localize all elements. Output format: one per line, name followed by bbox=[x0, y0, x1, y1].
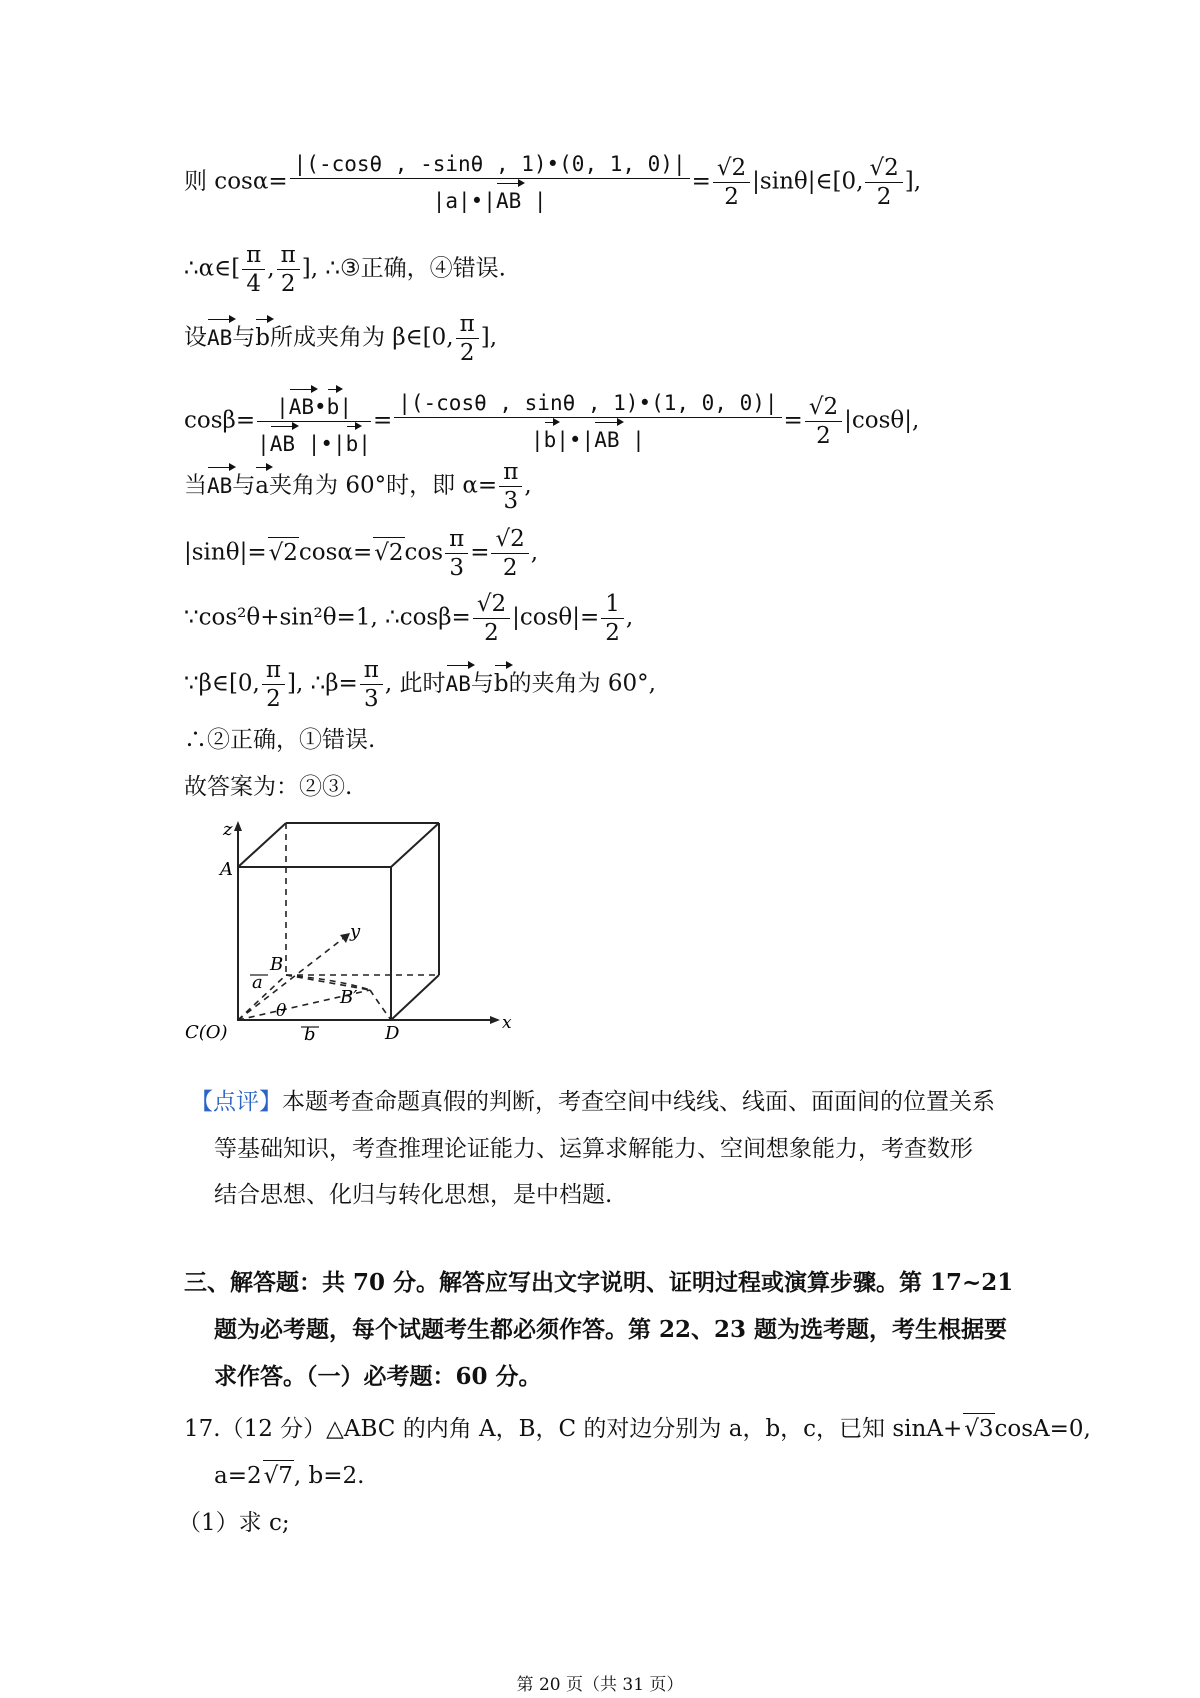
den-part: |a|•| bbox=[432, 189, 496, 213]
num-part: • bbox=[314, 395, 327, 419]
denominator: 3 bbox=[364, 686, 379, 712]
den-part: |•| bbox=[556, 428, 595, 452]
fraction bbox=[865, 154, 902, 211]
beta-def bbox=[184, 310, 497, 367]
text: |sinθ|∈[0, bbox=[752, 168, 864, 195]
numerator: √2 bbox=[713, 154, 750, 183]
fraction bbox=[713, 154, 750, 211]
denominator: 2 bbox=[876, 184, 892, 210]
text: 夹角为 60°时，即 α= bbox=[269, 472, 498, 499]
numerator: π bbox=[456, 310, 479, 339]
text: = bbox=[372, 407, 393, 434]
text: ∴α∈[ bbox=[184, 255, 241, 282]
denominator: 2 bbox=[484, 620, 499, 646]
denominator bbox=[394, 418, 781, 454]
denominator: 2 bbox=[724, 184, 739, 210]
denominator: 2 bbox=[280, 271, 296, 297]
text: 与 bbox=[470, 670, 494, 697]
denominator: 3 bbox=[503, 488, 519, 514]
denominator: 2 bbox=[816, 423, 831, 449]
q17-line-2 bbox=[214, 1460, 364, 1491]
numerator: π bbox=[360, 656, 383, 685]
numerator: π bbox=[242, 241, 265, 270]
numerator: |(-cosθ , -sinθ , 1)•(0, 1, 0)| bbox=[290, 150, 690, 179]
numerator bbox=[257, 385, 371, 422]
text: ], bbox=[904, 168, 922, 195]
fraction bbox=[445, 525, 468, 582]
label-b-vector: b bbox=[304, 1024, 316, 1045]
text: ∵β∈[0, bbox=[184, 670, 260, 697]
comment-line-2 bbox=[214, 1134, 973, 1164]
text: 则 cosα= bbox=[184, 168, 288, 195]
alpha-range bbox=[184, 241, 506, 298]
label-z: z bbox=[223, 819, 233, 840]
label-theta: θ bbox=[276, 1001, 287, 1021]
denominator: 3 bbox=[449, 555, 464, 581]
q17-part-1 bbox=[178, 1508, 290, 1538]
numerator: |(-cosθ , sinθ , 1)•(1, 0, 0)| bbox=[394, 389, 781, 418]
numerator: √2 bbox=[805, 393, 842, 422]
fraction bbox=[499, 458, 522, 515]
comment-line-3 bbox=[214, 1180, 612, 1210]
vector-AB: AB bbox=[207, 315, 232, 353]
label-CO: C(O) bbox=[185, 1022, 228, 1043]
text: 求作答。（一）必考题：60 分。 bbox=[214, 1363, 542, 1390]
text: = bbox=[470, 539, 490, 566]
text: 所成夹角为 β∈[0, bbox=[270, 324, 454, 351]
text: ∵cos²θ+sin²θ=1, ∴cosβ= bbox=[184, 604, 471, 631]
text: 与 bbox=[232, 472, 256, 499]
cos-beta-value bbox=[184, 590, 633, 647]
label-y: y bbox=[350, 921, 361, 942]
text: , bbox=[530, 539, 539, 566]
section-3-line-3 bbox=[214, 1362, 542, 1392]
text: cosβ= bbox=[184, 407, 256, 434]
numerator: π bbox=[277, 241, 300, 270]
z-axis-arrow bbox=[234, 821, 242, 831]
beta-value bbox=[184, 656, 656, 713]
text: 三、解答题：共 70 分。解答应写出文字说明、证明过程或演算步骤。第 17~21 bbox=[184, 1269, 1014, 1296]
fraction bbox=[601, 590, 624, 647]
text: ], ∴β= bbox=[287, 670, 358, 697]
text: , b=2. bbox=[293, 1463, 365, 1489]
text: |sinθ|= bbox=[184, 539, 267, 566]
text: 结合思想、化归与转化思想，是中档题. bbox=[214, 1182, 613, 1208]
fraction bbox=[277, 241, 300, 298]
num-part: | bbox=[276, 395, 289, 419]
numerator: π bbox=[262, 656, 285, 685]
vector-AB: AB bbox=[594, 418, 619, 454]
sqrt2: √2 bbox=[268, 537, 299, 568]
text: 17.（12 分）△ABC 的内角 A，B，C 的对边分别为 a，b，c，已知 sinA+ bbox=[184, 1416, 963, 1442]
label-B-prime: B′ bbox=[340, 987, 358, 1008]
fraction bbox=[394, 389, 781, 454]
vector-b: b bbox=[494, 661, 509, 699]
text: a=2 bbox=[214, 1463, 262, 1489]
num-part: | bbox=[339, 395, 352, 419]
text: , 此时 bbox=[384, 670, 446, 697]
cube-edge bbox=[238, 823, 286, 867]
sqrt7: √7 bbox=[263, 1460, 294, 1491]
denominator: 2 bbox=[459, 340, 475, 366]
numerator: 1 bbox=[601, 590, 624, 619]
numerator: π bbox=[445, 525, 468, 554]
conclusion-1 bbox=[184, 725, 375, 755]
den-part: | bbox=[530, 428, 544, 452]
fraction bbox=[360, 656, 383, 713]
label-D: D bbox=[385, 1023, 400, 1044]
text: ∴②正确，①错误. bbox=[184, 727, 376, 753]
numerator: √2 bbox=[491, 525, 528, 554]
page-footer: 第 20 页（共 31 页） bbox=[516, 1675, 684, 1695]
x-axis-arrow bbox=[490, 1016, 500, 1024]
denominator bbox=[257, 422, 371, 458]
label-B: B bbox=[270, 954, 284, 975]
sqrt3: √3 bbox=[963, 1413, 994, 1444]
text: cos bbox=[404, 539, 444, 566]
cube-edge bbox=[391, 823, 439, 867]
den-part: | bbox=[619, 428, 645, 452]
fraction bbox=[456, 310, 479, 367]
when-60 bbox=[184, 458, 532, 515]
denominator: 2 bbox=[502, 555, 518, 581]
text: 故答案为：②③. bbox=[184, 774, 353, 800]
text: （1）求 c; bbox=[178, 1510, 290, 1536]
text: ], bbox=[480, 324, 498, 351]
section-3-line-2 bbox=[214, 1315, 1007, 1345]
cube-edge bbox=[391, 975, 439, 1020]
text: 的夹角为 60°, bbox=[508, 670, 656, 697]
text: 等基础知识，考查推理论证能力、运算求解能力、空间想象能力，考查数形 bbox=[214, 1136, 973, 1162]
label-a-vector: a bbox=[252, 972, 263, 993]
den-part: | bbox=[358, 432, 371, 456]
text: , bbox=[524, 472, 532, 499]
vector-AB: AB bbox=[496, 179, 521, 215]
sqrt2: √2 bbox=[373, 537, 404, 568]
numerator: √2 bbox=[473, 590, 510, 619]
text: 当 bbox=[184, 472, 207, 499]
denominator: 2 bbox=[605, 620, 620, 646]
y-axis-arrow bbox=[340, 933, 350, 943]
q17-line-1 bbox=[184, 1413, 1091, 1444]
text: 与 bbox=[232, 324, 256, 351]
text: ], ∴③正确，④错误. bbox=[301, 255, 506, 282]
comment-line-1 bbox=[190, 1087, 995, 1117]
eq-cos-alpha bbox=[184, 150, 921, 215]
answer bbox=[184, 772, 352, 802]
vector-b: b bbox=[346, 422, 359, 458]
text: |cosθ|= bbox=[512, 604, 600, 631]
den-part: | bbox=[521, 189, 547, 213]
fraction bbox=[262, 656, 285, 713]
fraction bbox=[257, 385, 371, 458]
text: cosα= bbox=[298, 539, 373, 566]
denominator: 2 bbox=[266, 686, 281, 712]
vector-a: a bbox=[255, 463, 269, 501]
den-part: | bbox=[257, 432, 270, 456]
fraction bbox=[805, 393, 842, 450]
text: 设 bbox=[184, 324, 207, 351]
vector-b: b bbox=[255, 315, 270, 353]
fraction bbox=[491, 525, 528, 582]
fraction bbox=[290, 150, 690, 215]
text: 本题考查命题真假的判断，考查空间中线线、线面、面面间的位置关系 bbox=[282, 1089, 995, 1115]
comment-tag: 【点评】 bbox=[190, 1089, 282, 1115]
arc-B-prime-D bbox=[370, 990, 391, 1020]
text: = bbox=[691, 168, 711, 195]
text: , bbox=[267, 255, 275, 282]
den-part: |•| bbox=[295, 432, 346, 456]
text: cosA=0, bbox=[994, 1416, 1091, 1442]
text: , bbox=[625, 604, 634, 631]
denominator bbox=[290, 179, 690, 215]
vector-b: b bbox=[544, 418, 557, 454]
vector-AB: AB bbox=[289, 385, 314, 421]
sin-theta bbox=[184, 525, 538, 582]
text: 题为必考题，每个试题考生都必须作答。第 22、23 题为选考题，考生根据要 bbox=[214, 1316, 1008, 1343]
fraction bbox=[473, 590, 510, 647]
numerator: √2 bbox=[865, 154, 902, 183]
denominator: 4 bbox=[246, 271, 262, 297]
label-x: x bbox=[502, 1013, 512, 1033]
vector-AB: AB bbox=[207, 463, 232, 501]
numerator: π bbox=[499, 458, 522, 487]
fraction bbox=[242, 241, 265, 298]
cube-front-face bbox=[238, 867, 391, 1020]
section-3-line-1 bbox=[184, 1268, 1013, 1298]
cube-figure bbox=[180, 815, 520, 1045]
vector-AB: AB bbox=[270, 422, 295, 458]
text: = bbox=[783, 407, 803, 434]
vector-b: b bbox=[327, 385, 340, 421]
vector-AB: AB bbox=[446, 661, 471, 699]
eq-cos-beta bbox=[184, 385, 919, 458]
text: |cosθ|, bbox=[844, 407, 920, 434]
segment-BB-prime bbox=[286, 975, 370, 990]
label-A: A bbox=[220, 859, 233, 880]
